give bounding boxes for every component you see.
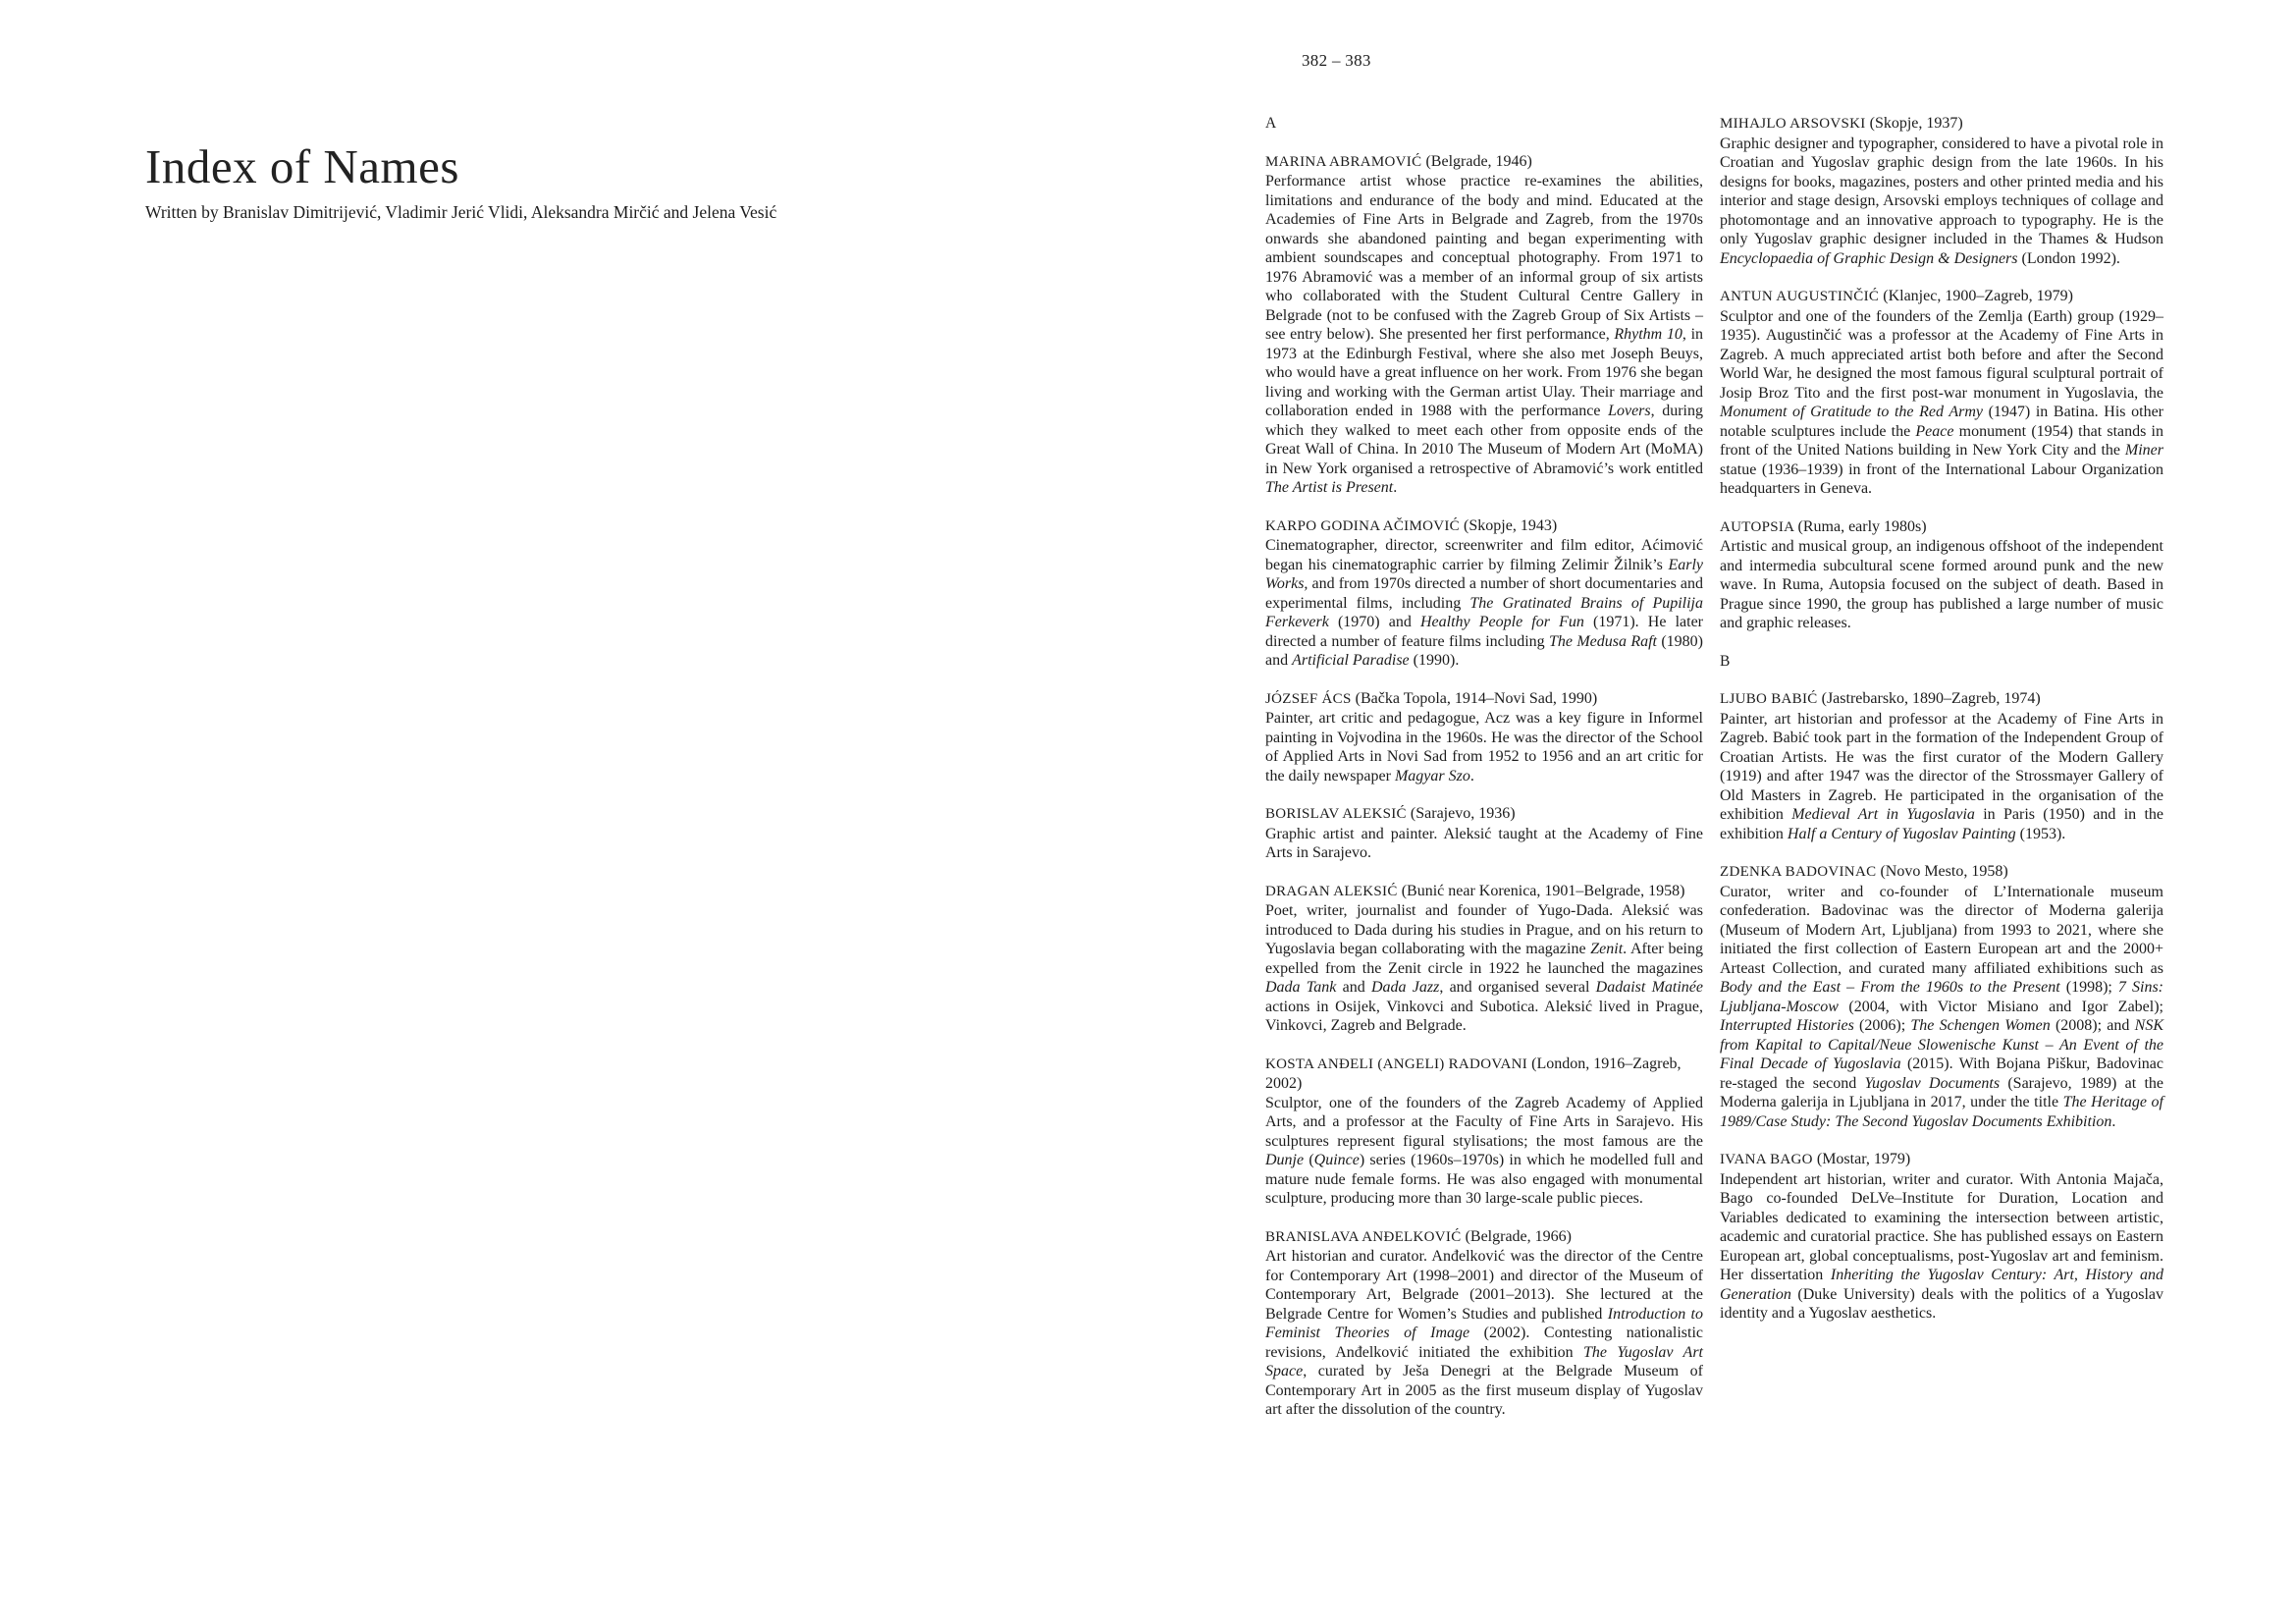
index-entry: [1265, 152, 1703, 498]
entry-heading: [1720, 517, 2163, 538]
text-column: [1720, 114, 2163, 1342]
page-folio: 382 – 383: [1302, 51, 1371, 70]
entry-heading: [1265, 689, 1703, 710]
entry-origin: (Jastrebarsko, 1890–Zagreb, 1974): [1821, 690, 2041, 707]
index-entry: [1265, 516, 1703, 671]
entry-body: Cinematographer, director, screenwriter and film editor, Aćimović began his cinematographic carrier by filming Zelimir Žilnik’s Early Works, and from 1970s directed a number of short documentaries and experimental films, including The Gratinated Brains of Pupilija Ferkeverk (1970) and Healthy People for Fun (1971). He later directed a number of feature films including The Medusa Raft (1980) and Artificial Paradise (1990).: [1265, 537, 1704, 669]
entry-name: JÓZSEF ÁCS: [1265, 690, 1356, 707]
entry-heading: [1720, 862, 2163, 883]
entry-name: ZDENKA BADOVINAC: [1720, 864, 1881, 880]
entry-origin: (Mostar, 1979): [1816, 1151, 1911, 1167]
index-entry: [1720, 517, 2163, 633]
entry-origin: (Ruma, early 1980s): [1797, 517, 1927, 535]
index-entry: [1720, 114, 2163, 268]
entry-body: Artistic and musical group, an indigenous offshoot of the independent and intermedia subcultural scene formed around punk and the new wave. In Ruma, Autopsia focused on the subject of death. Based in Prague since 1990, the group has published a large number of music and graphic releases.: [1720, 538, 2163, 631]
entry-heading: [1720, 689, 2163, 710]
index-entry: [1265, 1227, 1703, 1420]
index-entry: [1720, 689, 2163, 843]
entry-body: Sculptor and one of the founders of the Zemlja (Earth) group (1929–1935). Augustinčić was a professor at the Academy of Fine Arts in Zagreb. A much appreciated artist both before and after the Second World War, he designed the most famous figural sculptural portrait of Josip Broz Tito and the first post-war monument in Yugoslavia, the Monument of Gratitude to the Red Army (1947) in Batina. His other notable sculptures include the Peace monument (1954) that stands in front of the United Nations building in New York City and the Miner statue (1936–1939) in front of the International Labour Organization headquarters in Geneva.: [1720, 307, 2164, 497]
entry-body: Independent art historian, writer and curator. With Antonia Majača, Bago co-founded DeLVe–Institute for Duration, Location and Variables dedicated to examining the intersection between artistic, academic and curatorial practice. She has published essays on Eastern European art, global conceptualisms, post-Yugoslav art and feminism. Her dissertation Inheriting the Yugoslav Century: Art, History and Generation (Duke University) deals with the politics of a Yugoslav identity and a Yugoslav aesthetics.: [1720, 1170, 2163, 1322]
entry-body: Curator, writer and co-founder of L’Internationale museum confederation. Badovinac was the director of Moderna galerija (Museum of Modern Art, Ljubljana) from 1993 to 2021, where she initiated the first collection of Eastern European art and the 2000+ Arteast Collection, and curated many affiliated exhibitions such as Body and the East – From the 1960s to the Present (1998); 7 Sins: Ljubljana-Moscow (2004, with Victor Misiano and Igor Zabel); Interrupted Histories (2006); The Schengen Women (2008); and NSK from Kapital to Capital/Neue Slowenische Kunst – An Event of the Final Decade of Yugoslavia (2015). With Bojana Piškur, Badovinac re-staged the second Yugoslav Documents (Sarajevo, 1989) at the Moderna galerija in Ljubljana in 2017, under the title The Heritage of 1989/Case Study: The Second Yugoslav Documents Exhibition.: [1720, 883, 2164, 1130]
entry-body: Painter, art critic and pedagogue, Acz was a key figure in Informel painting in Vojvodina in the 1960s. He was the director of the School of Applied Arts in Novi Sad from 1952 to 1956 and an art critic for the daily newspaper Magyar Szo.: [1265, 710, 1703, 784]
entry-body: Sculptor, one of the founders of the Zagreb Academy of Applied Arts, and a professor at the Faculty of Fine Arts in Sarajevo. His sculptures represent figural stylisations; the most famous are the Dunje (Quince) series (1960s–1970s) in which he modelled full and mature nude female forms. He was also engaged with monumental sculpture, producing more than 30 large-scale public pieces.: [1265, 1094, 1704, 1207]
entry-origin: (Skopje, 1943): [1464, 516, 1558, 534]
index-entry: [1265, 882, 1703, 1036]
entry-name: LJUBO BABIĆ: [1720, 691, 1822, 707]
entry-name: BORISLAV ALEKSIĆ: [1265, 806, 1411, 822]
entry-name: IVANA BAGO: [1720, 1152, 1817, 1167]
index-entry: [1265, 689, 1703, 786]
entry-name: MARINA ABRAMOVIĆ: [1265, 153, 1426, 170]
byline: Written by Branislav Dimitrijević, Vladimir Jerić Vlidi, Aleksandra Mirčić and Jelena Vesić: [145, 202, 777, 222]
entry-heading: [1265, 1227, 1703, 1248]
entry-name: DRAGAN ALEKSIĆ: [1265, 883, 1402, 899]
entry-body: Art historian and curator. Anđelković was the director of the Centre for Contemporary Art (1998–2001) and director of the Museum of Contemporary Art, Belgrade (2001–2013). She lectured at the Belgrade Centre for Women’s Studies and published Introduction to Feminist Theories of Image (2002). Contesting nationalistic revisions, Anđelković initiated the exhibition The Yugoslav Art Space, curated by Ješa Denegri at the Belgrade Museum of Contemporary Art in 2005 as the first museum display of Yugoslav art after the dissolution of the country.: [1265, 1248, 1704, 1418]
index-entry: [1720, 862, 2163, 1131]
entry-name: KOSTA ANĐELI (ANGELI) RADOVANI: [1265, 1055, 1532, 1072]
index-entry: [1265, 804, 1703, 863]
entry-origin: (Belgrade, 1966): [1465, 1227, 1572, 1245]
entry-heading: [1265, 882, 1703, 902]
entry-heading: [1265, 152, 1703, 173]
index-entry: [1720, 1150, 2163, 1324]
entry-origin: (Belgrade, 1946): [1425, 152, 1532, 170]
entry-heading: [1265, 804, 1703, 825]
entry-origin: (Novo Mesto, 1958): [1880, 863, 2008, 880]
entry-name: KARPO GODINA AČIMOVIĆ: [1265, 517, 1465, 534]
entry-origin: (Sarajevo, 1936): [1410, 805, 1516, 822]
entry-name: BRANISLAVA ANĐELKOVIĆ: [1265, 1228, 1466, 1245]
text-column: [1265, 114, 1703, 1438]
index-entry: [1720, 287, 2163, 499]
entry-name: MIHAJLO ARSOVSKI: [1720, 116, 1870, 132]
section-letter: B: [1720, 652, 1731, 670]
entry-origin: (Bunić near Korenica, 1901–Belgrade, 1958): [1401, 882, 1685, 899]
entry-heading: [1720, 1150, 2163, 1170]
entry-origin: (Bačka Topola, 1914–Novi Sad, 1990): [1355, 689, 1598, 707]
entry-heading: [1265, 1055, 1703, 1094]
entry-body: Poet, writer, journalist and founder of Yugo-Dada. Aleksić was introduced to Dada during his studies in Prague, and on his return to Yugoslavia began collaborating with the magazine Zenit. After being expelled from the Zenit circle in 1922 he launched the magazines Dada Tank and Dada Jazz, and organised several Dadaist Matinée actions in Osijek, Vinkovci and Subotica. Aleksić lived in Prague, Vinkovci, Zagreb and Belgrade.: [1265, 902, 1704, 1034]
entry-heading: [1720, 114, 2163, 135]
entry-heading: [1265, 516, 1703, 537]
entry-name: AUTOPSIA: [1720, 518, 1798, 535]
entry-body: Graphic artist and painter. Aleksić taught at the Academy of Fine Arts in Sarajevo.: [1265, 825, 1703, 861]
entry-body: Painter, art historian and professor at the Academy of Fine Arts in Zagreb. Babić took part in the formation of the Independent Group of Croatian Artists. He was the first curator of the Modern Gallery (1919) and after 1947 was the director of the Strossmayer Gallery of Old Masters in Zagreb. He participated in the organisation of the exhibition Medieval Art in Yugoslavia in Paris (1950) and in the exhibition Half a Century of Yugoslav Painting (1953).: [1720, 710, 2163, 842]
index-entry: [1265, 1055, 1703, 1209]
entry-name: ANTUN AUGUSTINČIĆ: [1720, 289, 1884, 304]
entry-body: Performance artist whose practice re-examines the abilities, limitations and endurance of the body and mind. Educated at the Academies of Fine Arts in Belgrade and Zagreb, from the 1970s onwards she abandoned painting and began experimenting with ambient soundscapes and conceptual photography. From 1971 to 1976 Abramović was a member of an informal group of six artists who collaborated with the Student Cultural Centre Gallery in Belgrade (not to be confused with the Zagreb Group of Six Artists – see entry below). She presented her first performance, Rhythm 10, in 1973 at the Edinburgh Festival, where she also met Joseph Beuys, who would have a great influence on her work. From 1976 she began living and working with the German artist Ulay. Their marriage and collaboration ended in 1988 with the performance Lovers, during which they walked to meet each other from opposite ends of the Great Wall of China. In 2010 The Museum of Modern Art (MoMA) in New York organised a retrospective of Abramović’s work entitled The Artist is Present.: [1265, 173, 1704, 496]
entry-origin: (Klanjec, 1900–Zagreb, 1979): [1883, 288, 2073, 304]
entry-origin: (Skopje, 1937): [1869, 115, 1963, 132]
entry-origin: (London, 1916–Zagreb, 2002): [1265, 1055, 1682, 1092]
section-letter: A: [1265, 115, 1277, 132]
page-title: Index of Names: [145, 138, 459, 193]
entry-heading: [1720, 287, 2163, 307]
entry-body: Graphic designer and typographer, considered to have a pivotal role in Croatian and Yugoslav graphic design from the late 1960s. In his designs for books, magazines, posters and other printed media and his interior and stage design, Arsovski employs techniques of collage and photomontage and an innovative approach to typography. He is the only Yugoslav graphic designer included in the Thames & Hudson Encyclopaedia of Graphic Design & Designers (London 1992).: [1720, 135, 2163, 267]
